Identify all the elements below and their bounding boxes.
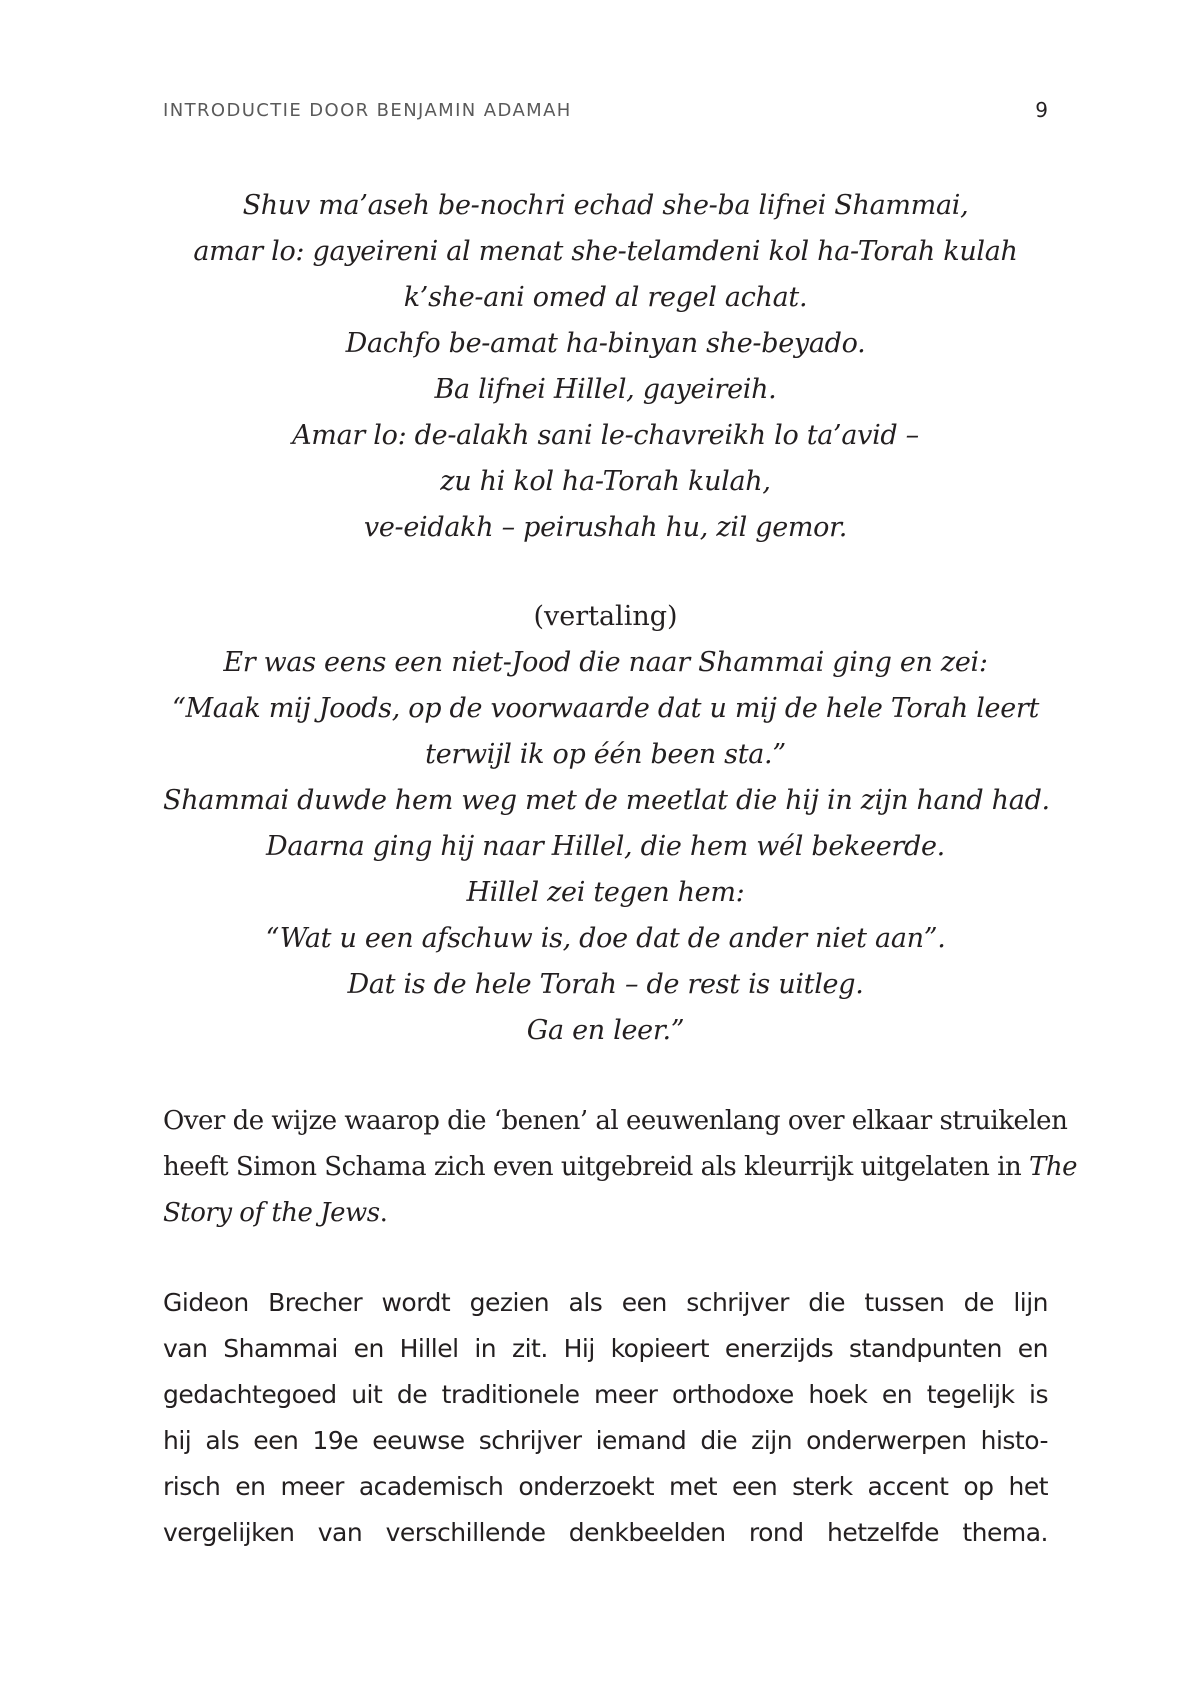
verse-line: Amar lo: de-alakh sani le-chavreikh lo ta’avid – (292, 420, 919, 451)
paragraph-line: van Shammai en Hillel in zit. Hij kopieert enerzijds standpunten en (163, 1334, 1048, 1363)
paragraph-line: hij als een 19e eeuwse schrijver iemand die zijn onderwerpen histo- (163, 1426, 1048, 1455)
paragraph-text: . (379, 1198, 388, 1228)
verse-line: amar lo: gayeireni al menat she-telamdeni kol ha-Torah kulah (193, 236, 1018, 267)
verse-line: k’she-ani omed al regel achat. (403, 282, 808, 313)
book-title-part: Story of the Jews (163, 1198, 380, 1228)
paragraph-line (163, 1190, 1048, 1236)
verse-line: Er was eens een niet-Jood die naar Shammai ging en zei: (223, 647, 988, 678)
paragraph-line: risch en meer academisch onderzoekt met een sterk accent op het (163, 1472, 1048, 1501)
verse-line: zu hi kol ha-Torah kulah, (440, 466, 771, 497)
translation-verse (163, 640, 1048, 1054)
book-title-part: The (1029, 1152, 1078, 1182)
paragraph-brecher (163, 1280, 1048, 1556)
paragraph-line: Over de wijze waarop die ‘benen’ al eeuwenlang over elkaar struikelen (163, 1106, 1068, 1136)
verse-line: ve-eidakh – peirushah hu, zil gemor. (363, 512, 848, 543)
verse-line: Shuv ma’aseh be-nochri echad she-ba lifnei Shammai, (242, 190, 969, 221)
verse-line: terwijl ik op één been sta.” (425, 739, 786, 770)
verse-line: Dachfo be-amat ha-binyan she-beyado. (345, 328, 866, 359)
verse-line: “Wat u een afschuw is, doe dat de ander niet aan”. (265, 923, 946, 954)
verse-line: Ga en leer.” (526, 1015, 685, 1046)
verse-line: Daarna ging hij naar Hillel, die hem wél bekeerde. (266, 831, 945, 862)
verse-line: “Maak mij Joods, op de voorwaarde dat u mij de hele Torah leert (171, 693, 1040, 724)
translation-label: (vertaling) (533, 601, 678, 632)
running-header: INTRODUCTIE DOOR BENJAMIN ADAMAH (163, 100, 572, 121)
verse-line: Hillel zei tegen hem: (466, 877, 745, 908)
paragraph-text: heeft Simon Schama zich even uitgebreid als kleurrijk uitgelaten in (163, 1152, 1030, 1182)
verse-line: Ba lifnei Hillel, gayeireih. (434, 374, 777, 405)
paragraph-line: gedachtegoed uit de traditionele meer orthodoxe hoek en tegelijk is (163, 1380, 1048, 1409)
paragraph-line: Gideon Brecher wordt gezien als een schrijver die tussen de lijn (163, 1288, 1048, 1317)
paragraph-line (163, 1144, 1078, 1190)
verse-line: Shammai duwde hem weg met de meetlat die hij in zijn hand had. (163, 785, 1050, 816)
page-number: 9 (1035, 98, 1048, 122)
paragraph-line: vergelijken van verschillende denkbeelden rond hetzelfde thema. (163, 1518, 1048, 1547)
verse-line: Dat is de hele Torah – de rest is uitleg. (347, 969, 864, 1000)
paragraph-schama (163, 1098, 1078, 1236)
original-verse (163, 183, 1048, 551)
